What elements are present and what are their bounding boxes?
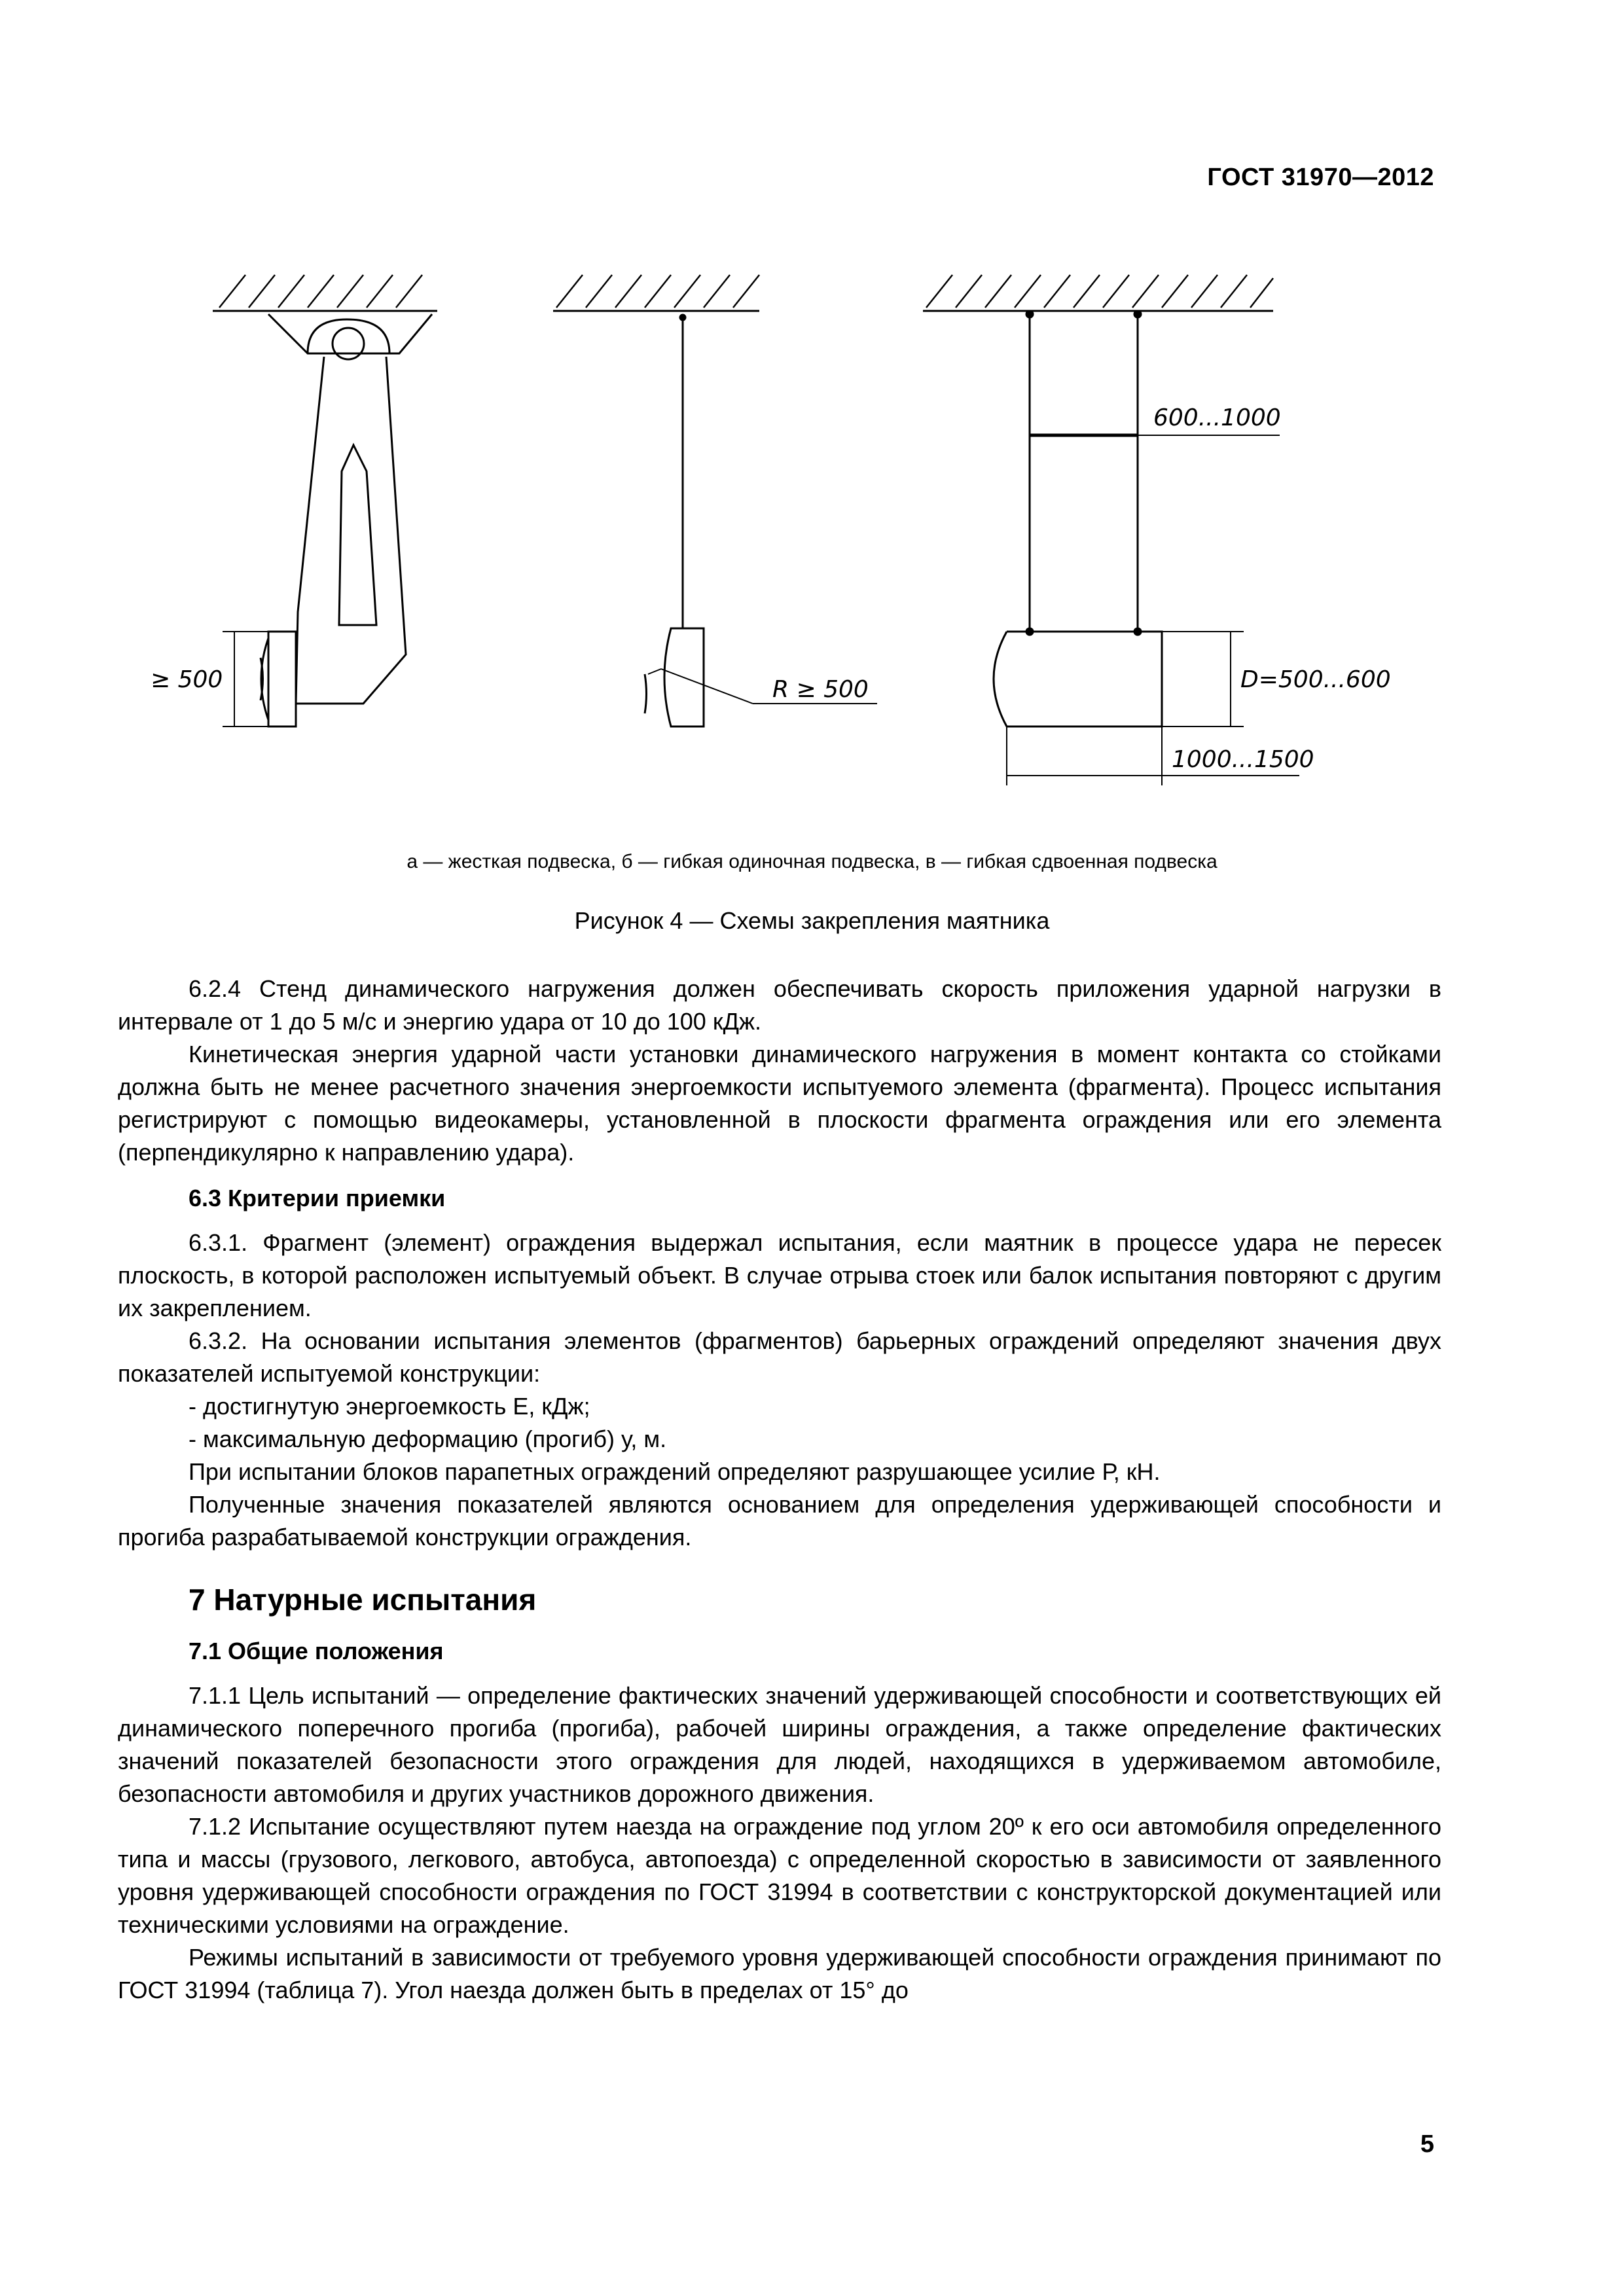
heading-6-3: 6.3 Критерии приемки (189, 1185, 446, 1211)
paragraph-7-1-2: 7.1.2 Испытание осуществляют путем наезда на ограждение под углом 20º к его оси автомобиля определенного типа и массы (грузового, легкового, автобуса, автопоезда) с определенной скоростью в зависимости от заявленного уровня удерживающей способности ограждения по ГОСТ 31994 в соответствии с конструкторской документацией или техническими условиями на ограждение. (118, 1813, 1441, 1938)
pendulum-drawing (0, 0, 1624, 851)
paragraph-7-1-1: 7.1.1 Цель испытаний — определение фактических значений удерживающей способности и соответствующих ей динамического поперечного прогиба (прогиба), рабочей ширины ограждения, а также определение фактических значений показателей безопасности этого ограждения для людей, находящихся в удерживаемом автомобиле, безопасности автомобиля и других участников дорожного движения. (118, 1682, 1441, 1807)
list-item-deformation: - максимальную деформацию (прогиб) у, м. (189, 1426, 667, 1452)
paragraph-parapet: При испытании блоков парапетных ограждений определяют разрушающее усилие Р, кН. (189, 1458, 1161, 1485)
scheme-a-rigid (151, 275, 437, 726)
list-item-energy: - достигнутую энергоемкость Е, кДж; (189, 1393, 590, 1420)
heading-7: 7 Натурные испытания (189, 1583, 537, 1617)
dim-c-diameter: D=500...600 (1240, 666, 1391, 693)
dim-a-height: ≥ 500 (151, 666, 223, 693)
dim-b-radius: R ≥ 500 (772, 676, 869, 703)
paragraph-results: Полученные значения показателей являются основанием для определения удерживающей способности и прогиба разрабатываемой конструкции ограждения. (118, 1491, 1441, 1551)
paragraph-6-3-2: 6.3.2. На основании испытания элементов (фрагментов) барьерных ограждений определяют значения двух показателей испытуемой конструкции: (118, 1327, 1441, 1387)
dim-c-length: 1000...1500 (1172, 746, 1314, 773)
paragraph-kinetic-energy: Кинетическая энергия ударной части установки динамического нагружения в момент контакта со стойками должна быть не менее расчетного значения энергоемкости испытуемого элемента (фрагмента). Процесс испытания регистрируют с помощью видеокамеры, установленной в плоскости фрагмента ограждения или его элемента (перпендикулярно к направлению удара). (118, 1041, 1441, 1166)
pendulum-figure (0, 0, 1624, 851)
dim-c-spacing: 600...1000 (1153, 404, 1281, 431)
scheme-c-flexible-double (923, 275, 1391, 785)
figure-caption: Рисунок 4 — Схемы закрепления маятника (574, 907, 1050, 934)
scheme-b-flexible-single (553, 275, 877, 726)
heading-7-1: 7.1 Общие положения (189, 1638, 444, 1664)
figure-legend: а — жесткая подвеска, б — гибкая одиночная подвеска, в — гибкая сдвоенная подвеска (406, 851, 1218, 872)
document-code: ГОСТ 31970—2012 (1207, 164, 1434, 191)
paragraph-6-2-4: 6.2.4 Стенд динамического нагружения должен обеспечивать скорость приложения ударной нагрузки в интервале от 1 до 5 м/с и энергию удара от 10 до 100 кДж. (118, 975, 1441, 1035)
paragraph-6-3-1: 6.3.1. Фрагмент (элемент) ограждения выдержал испытания, если маятник в процессе удара не пересек плоскость, в которой расположен испытуемый объект. В случае отрыва стоек или балок испытания повторяют с другим их закреплением. (118, 1229, 1441, 1321)
page-number: 5 (1420, 2130, 1434, 2158)
paragraph-test-modes: Режимы испытаний в зависимости от требуемого уровня удерживающей способности ограждения принимают по ГОСТ 31994 (таблица 7). Угол наезда должен быть в пределах от 15° до (118, 1944, 1441, 2003)
document-body (118, 973, 1441, 2007)
